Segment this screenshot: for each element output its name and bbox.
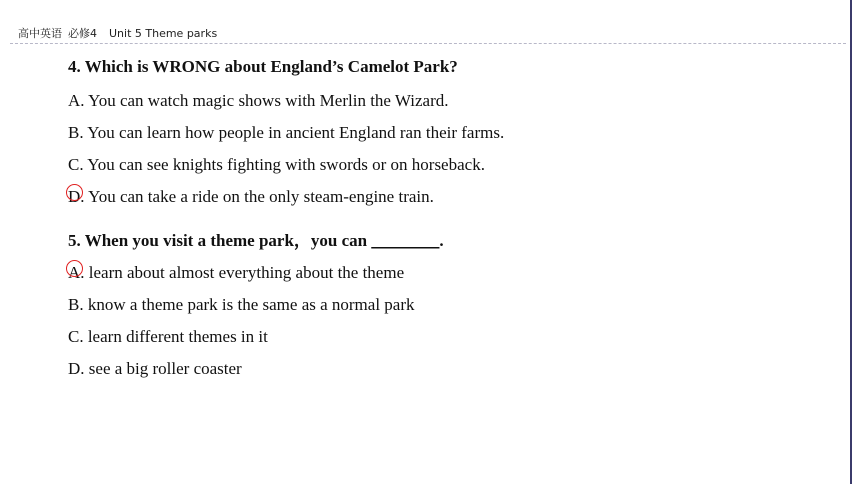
answer-circle-q5 [66, 260, 83, 277]
question-5-stem [68, 231, 444, 251]
question-5-stem-text: 5. When you visit a theme park，you can [68, 231, 372, 250]
question-4-option-b: B. You can learn how people in ancient England ran their farms. [68, 123, 505, 142]
header-divider [10, 43, 846, 44]
course-label: 高中英语 [18, 27, 62, 40]
slide-header [18, 25, 217, 41]
question-4-option-d: D. You can take a ride on the only steam-engine train. [68, 187, 434, 206]
question-5-option-c: C. learn different themes in it [68, 327, 268, 346]
question-4-option-c: C. You can see knights fighting with swords or on horseback. [68, 155, 485, 174]
question-4-stem: 4. Which is WRONG about England’s Camelot Park? [68, 57, 458, 76]
answer-blank: ________ [371, 231, 440, 250]
question-5-option-d: D. see a big roller coaster [68, 359, 242, 378]
question-5-stem-end: . [439, 231, 444, 250]
book-label: 必修4 [68, 27, 97, 40]
answer-circle-q4 [66, 184, 83, 201]
question-4-option-a: A. You can watch magic shows with Merlin the Wizard. [68, 91, 449, 110]
right-edge-bar [850, 0, 852, 484]
unit-label: Unit 5 Theme parks [109, 27, 218, 40]
question-5-option-b: B. know a theme park is the same as a normal park [68, 295, 415, 314]
question-5-option-a: A. learn about almost everything about the theme [68, 263, 405, 282]
